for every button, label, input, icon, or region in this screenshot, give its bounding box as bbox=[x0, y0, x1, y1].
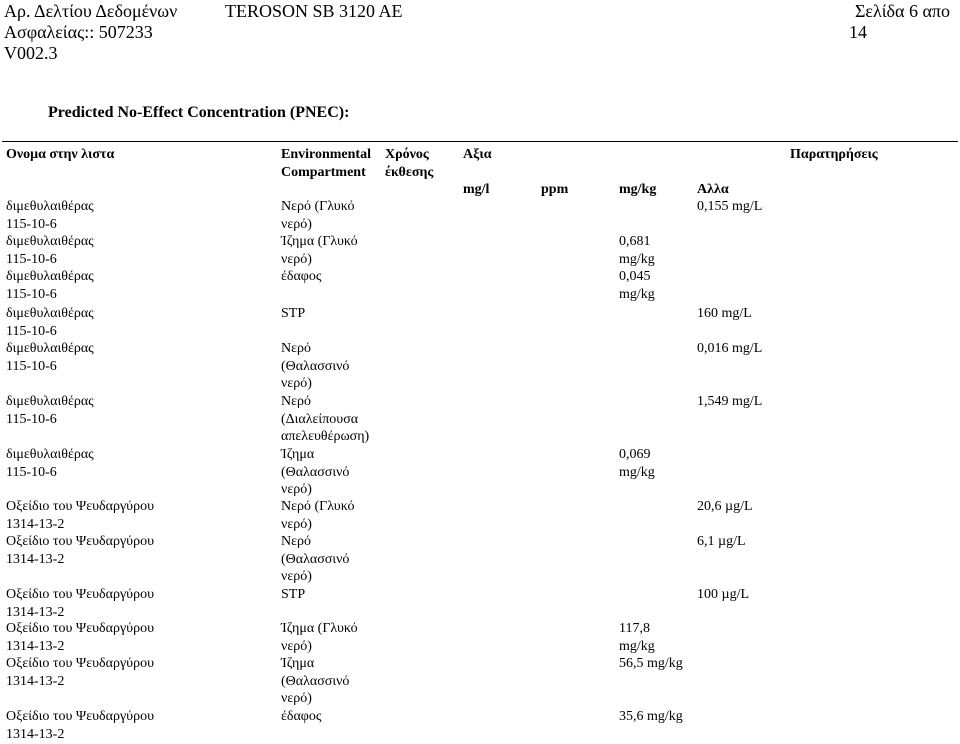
doc-number-value: Ασφαλείας:: 507233 bbox=[4, 22, 153, 42]
cell-compartment: Ίζημα (Θαλασσινό νερό) bbox=[281, 656, 350, 706]
cell-value-mgkg: 0,045 mg/kg bbox=[619, 269, 655, 302]
col-header-remarks: Παρατηρήσεις bbox=[790, 147, 878, 162]
cell-compartment: Νερό (Γλυκό νερό) bbox=[281, 199, 355, 232]
cell-substance: διμεθυλαιθέρας 115-10-6 bbox=[6, 306, 94, 339]
cell-substance: διμεθυλαιθέρας 115-10-6 bbox=[6, 199, 94, 232]
cell-substance: Οξείδιο του Ψευδαργύρου 1314-13-2 bbox=[6, 656, 155, 689]
cell-value-mgkg: 0,681 mg/kg bbox=[619, 234, 655, 267]
subheader-ppm: ppm bbox=[541, 182, 569, 197]
cell-value-mgkg: 0,069 mg/kg bbox=[619, 447, 655, 480]
cell-substance: διμεθυλαιθέρας 115-10-6 bbox=[6, 269, 94, 302]
section-title: Predicted No-Effect Concentration (PNEC): bbox=[48, 104, 350, 121]
cell-substance: Οξείδιο του Ψευδαργύρου 1314-13-2 bbox=[6, 621, 155, 654]
col-header-compartment: Environmental Compartment bbox=[281, 147, 371, 180]
col-header-name: Ονομα στην λιστα bbox=[6, 147, 115, 162]
cell-compartment: STP bbox=[281, 587, 306, 602]
cell-substance: διμεθυλαιθέρας 115-10-6 bbox=[6, 447, 94, 480]
cell-value-other: 100 µg/L bbox=[697, 587, 750, 602]
table-top-rule bbox=[2, 141, 958, 142]
cell-substance: Οξείδιο του Ψευδαργύρου 1314-13-2 bbox=[6, 709, 155, 742]
cell-compartment: έδαφος bbox=[281, 269, 322, 284]
cell-substance: διμεθυλαιθέρας 115-10-6 bbox=[6, 394, 94, 427]
cell-value-other: 6,1 µg/L bbox=[697, 534, 746, 549]
subheader-mgkg: mg/kg bbox=[619, 182, 657, 197]
cell-compartment: Νερό (Γλυκό νερό) bbox=[281, 499, 355, 532]
cell-compartment: STP bbox=[281, 306, 306, 321]
product-name: TEROSON SB 3120 AE bbox=[225, 1, 403, 21]
doc-number-label: Αρ. Δελτίου Δεδομένων bbox=[4, 1, 178, 21]
cell-value-other: 1,549 mg/L bbox=[697, 394, 763, 409]
cell-substance: διμεθυλαιθέρας 115-10-6 bbox=[6, 341, 94, 374]
cell-compartment: έδαφος bbox=[281, 709, 322, 724]
subheader-mgl: mg/l bbox=[463, 182, 490, 197]
cell-compartment: Ίζημα (Γλυκό νερό) bbox=[281, 234, 358, 267]
cell-value-other: 0,016 mg/L bbox=[697, 341, 763, 356]
col-header-value: Αξια bbox=[463, 147, 492, 162]
col-header-exposure: Χρόνος έκθεσης bbox=[385, 147, 434, 180]
page-total: 14 bbox=[849, 22, 867, 42]
cell-substance: διμεθυλαιθέρας 115-10-6 bbox=[6, 234, 94, 267]
cell-substance: Οξείδιο του Ψευδαργύρου 1314-13-2 bbox=[6, 587, 155, 620]
cell-compartment: Ίζημα (Γλυκό νερό) bbox=[281, 621, 358, 654]
page-label: Σελίδα 6 απο bbox=[854, 1, 950, 21]
cell-value-other: 0,155 mg/L bbox=[697, 199, 763, 214]
subheader-other: Αλλα bbox=[697, 182, 729, 197]
cell-value-mgkg: 117,8 mg/kg bbox=[619, 621, 655, 654]
cell-substance: Οξείδιο του Ψευδαργύρου 1314-13-2 bbox=[6, 534, 155, 567]
cell-value-mgkg: 35,6 mg/kg bbox=[619, 709, 683, 724]
cell-value-other: 20,6 µg/L bbox=[697, 499, 753, 514]
cell-compartment: Νερό (Θαλασσινό νερό) bbox=[281, 534, 350, 584]
cell-value-mgkg: 56,5 mg/kg bbox=[619, 656, 683, 671]
cell-compartment: Νερό (Διαλείπουσα απελευθέρωση) bbox=[281, 394, 370, 444]
cell-compartment: Νερό (Θαλασσινό νερό) bbox=[281, 341, 350, 391]
cell-value-other: 160 mg/L bbox=[697, 306, 752, 321]
doc-version: V002.3 bbox=[4, 43, 58, 63]
cell-compartment: Ίζημα (Θαλασσινό νερό) bbox=[281, 447, 350, 497]
cell-substance: Οξείδιο του Ψευδαργύρου 1314-13-2 bbox=[6, 499, 155, 532]
